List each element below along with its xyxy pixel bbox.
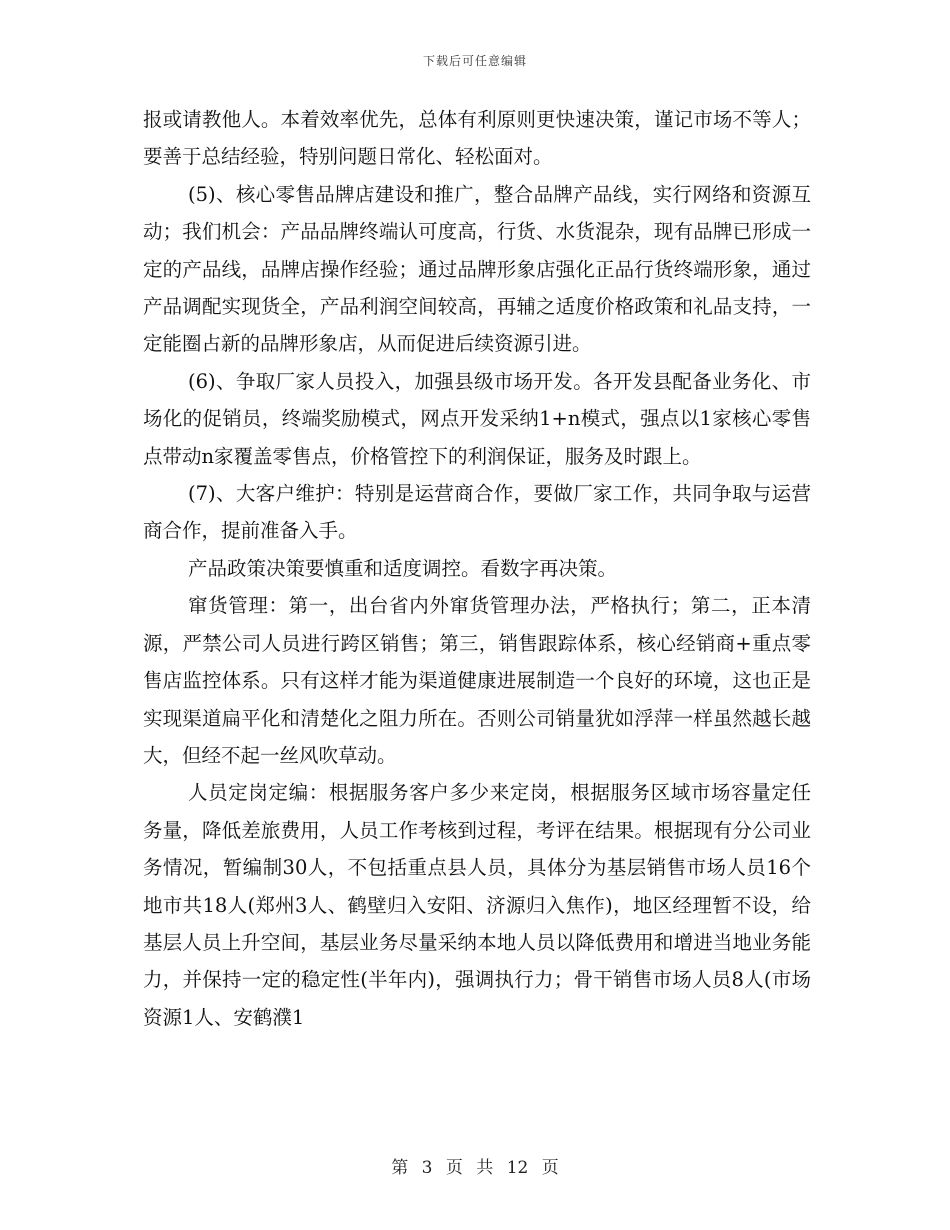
paragraph: (5)、核心零售品牌店建设和推广，整合品牌产品线，实行网络和资源互动；我们机会：产品品牌终端认可度高，行货、水货混杂，现有品牌已形成一定的产品线，品牌店操作经验；通过品牌形象店强化正品行货终端形象，通过产品调配实现货全，产品利润空间较高，再辅之适度价格政策和礼品支持，一定能圈占新的品牌形象店，从而促进后续资源引进。: [143, 182, 811, 356]
paragraph: 人员定岗定编：根据服务客户多少来定岗，根据服务区域市场容量定任务量，降低差旅费用，人员工作考核到过程，考评在结果。根据现有分公司业务情况，暂编制30人，不包括重点县人员，具体分为基层销售市场人员16个地市共18人(郑州3人、鹤壁归入安阳、济源归入焦作)，地区经理暂不设，给基层人员上升空间，基层业务尽量采纳本地人员以降低费用和增进当地业务能力，并保持一定的稳定性(半年内)，强调执行力；骨干销售市场人员8人(市场资源1人、安鹤濮1: [143, 781, 811, 1029]
paragraph: 报或请教他人。本着效率优先，总体有利原则更快速决策，谨记市场不等人；要善于总结经验，特别问题日常化、轻松面对。: [143, 108, 811, 169]
page-header: 下载后可任意编辑: [422, 54, 527, 68]
page-number-footer: 第 3 页 共 12 页: [391, 1158, 559, 1178]
paragraph: (6)、争取厂家人员投入，加强县级市场开发。各开发县配备业务化、市场化的促销员，终端奖励模式，网点开发采纳1+n模式，强点以1家核心零售点带动n家覆盖零售点，价格管控下的利润保证，服务及时跟上。: [143, 369, 811, 468]
paragraph: (7)、大客户维护：特别是运营商合作，要做厂家工作，共同争取与运营商合作，提前准备入手。: [143, 482, 811, 543]
paragraph: 窜货管理：第一，出台省内外窜货管理办法，严格执行；第二，正本清源，严禁公司人员进行跨区销售；第三，销售跟踪体系，核心经销商+重点零售店监控体系。只有这样才能为渠道健康进展制造一个良好的环境，这也正是实现渠道扁平化和清楚化之阻力所在。否则公司销量犹如浮萍一样虽然越长越大，但经不起一丝风吹草动。: [143, 594, 811, 767]
paragraph: 产品政策决策要慎重和适度调控。看数字再决策。: [188, 556, 618, 580]
document-body: [143, 101, 811, 1036]
